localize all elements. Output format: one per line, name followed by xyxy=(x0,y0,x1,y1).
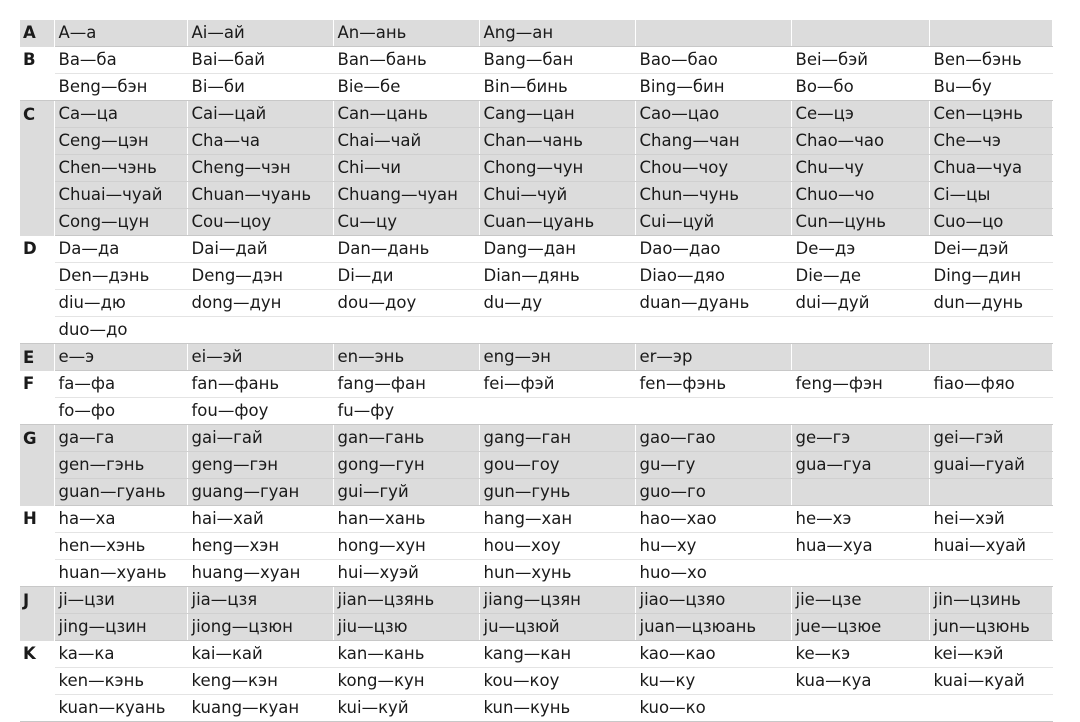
syllable-cell[interactable] xyxy=(187,317,333,344)
syllable-cell[interactable]: hou—хоу xyxy=(479,533,635,560)
syllable-cell[interactable] xyxy=(791,695,929,722)
syllable-cell[interactable]: Bin—бинь xyxy=(479,74,635,101)
syllable-cell[interactable]: Dang—дан xyxy=(479,236,635,263)
syllable-cell[interactable] xyxy=(791,479,929,506)
syllable-cell[interactable]: Dei—дэй xyxy=(929,236,1052,263)
syllable-cell[interactable]: Diao—дяо xyxy=(635,263,791,290)
syllable-cell[interactable]: fo—фо xyxy=(54,398,187,425)
syllable-cell[interactable] xyxy=(929,317,1052,344)
syllable-cell[interactable]: Bo—бо xyxy=(791,74,929,101)
syllable-cell[interactable]: jia—цзя xyxy=(187,587,333,614)
syllable-cell[interactable]: Ba—ба xyxy=(54,47,187,74)
syllable-cell[interactable]: Bang—бан xyxy=(479,47,635,74)
group-letter-cell[interactable]: F xyxy=(20,371,54,398)
syllable-cell[interactable] xyxy=(635,317,791,344)
syllable-cell[interactable]: Cuo—цо xyxy=(929,209,1052,236)
syllable-cell[interactable] xyxy=(635,20,791,47)
syllable-cell[interactable] xyxy=(791,317,929,344)
syllable-cell[interactable]: Chuan—чуань xyxy=(187,182,333,209)
syllable-cell[interactable]: huai—хуай xyxy=(929,533,1052,560)
table-row xyxy=(20,668,1052,695)
syllable-cell[interactable]: Cu—цу xyxy=(333,209,479,236)
syllable-cell[interactable]: gei—гэй xyxy=(929,425,1052,452)
syllable-cell[interactable]: hei—хэй xyxy=(929,506,1052,533)
table-row xyxy=(20,452,1052,479)
syllable-cell[interactable]: Ai—ай xyxy=(187,20,333,47)
syllable-cell[interactable]: fu—фу xyxy=(333,398,479,425)
syllable-cell[interactable]: Chan—чань xyxy=(479,128,635,155)
table-row xyxy=(20,155,1052,182)
syllable-cell[interactable]: Cha—ча xyxy=(187,128,333,155)
table-row xyxy=(20,641,1052,668)
syllable-cell[interactable]: han—хань xyxy=(333,506,479,533)
syllable-cell[interactable]: kuo—ко xyxy=(635,695,791,722)
group-letter-cell[interactable] xyxy=(20,263,54,290)
table-row xyxy=(20,587,1052,614)
syllable-cell[interactable]: Cen—цэнь xyxy=(929,101,1052,128)
group-letter-cell[interactable] xyxy=(20,695,54,722)
syllable-cell[interactable]: eng—эн xyxy=(479,344,635,371)
group-letter-cell[interactable] xyxy=(20,317,54,344)
syllable-cell[interactable]: e—э xyxy=(54,344,187,371)
syllable-cell[interactable] xyxy=(479,317,635,344)
syllable-cell[interactable]: gui—гуй xyxy=(333,479,479,506)
table-row xyxy=(20,425,1052,452)
syllable-cell[interactable]: gun—гунь xyxy=(479,479,635,506)
syllable-cell[interactable]: kou—коу xyxy=(479,668,635,695)
group-letter-cell[interactable] xyxy=(20,290,54,317)
syllable-cell[interactable]: Cui—цуй xyxy=(635,209,791,236)
syllable-cell[interactable]: Di—ди xyxy=(333,263,479,290)
syllable-cell[interactable]: fa—фа xyxy=(54,371,187,398)
table-row xyxy=(20,47,1052,74)
syllable-cell[interactable]: Dian—дянь xyxy=(479,263,635,290)
syllable-cell[interactable]: Chi—чи xyxy=(333,155,479,182)
syllable-cell[interactable]: kai—кай xyxy=(187,641,333,668)
syllable-cell[interactable]: Cun—цунь xyxy=(791,209,929,236)
syllable-cell[interactable]: kao—као xyxy=(635,641,791,668)
syllable-cell[interactable]: duo—до xyxy=(54,317,187,344)
syllable-cell[interactable]: ke—кэ xyxy=(791,641,929,668)
syllable-cell[interactable]: Chuang—чуан xyxy=(333,182,479,209)
syllable-cell[interactable]: keng—кэн xyxy=(187,668,333,695)
group-letter-cell[interactable] xyxy=(20,209,54,236)
group-letter-cell[interactable] xyxy=(20,128,54,155)
group-letter-cell[interactable] xyxy=(20,560,54,587)
syllable-cell[interactable]: Cuan—цуань xyxy=(479,209,635,236)
syllable-cell[interactable]: er—эр xyxy=(635,344,791,371)
syllable-cell[interactable]: kuang—куан xyxy=(187,695,333,722)
table-row xyxy=(20,371,1052,398)
group-letter-cell[interactable]: D xyxy=(20,236,54,263)
syllable-cell[interactable]: Den—дэнь xyxy=(54,263,187,290)
syllable-cell[interactable]: ei—эй xyxy=(187,344,333,371)
syllable-cell[interactable]: jie—цзе xyxy=(791,587,929,614)
syllable-cell[interactable]: hong—хун xyxy=(333,533,479,560)
syllable-cell[interactable]: Che—чэ xyxy=(929,128,1052,155)
syllable-cell[interactable]: guang—гуан xyxy=(187,479,333,506)
syllable-cell[interactable]: kuai—куай xyxy=(929,668,1052,695)
syllable-cell[interactable]: Chou—чоу xyxy=(635,155,791,182)
table-row xyxy=(20,317,1052,344)
syllable-cell[interactable]: Can—цань xyxy=(333,101,479,128)
syllable-cell[interactable]: diu—дю xyxy=(54,290,187,317)
syllable-cell[interactable]: Cai—цай xyxy=(187,101,333,128)
syllable-cell[interactable]: Chang—чан xyxy=(635,128,791,155)
syllable-cell[interactable]: Beng—бэн xyxy=(54,74,187,101)
syllable-cell[interactable] xyxy=(929,479,1052,506)
syllable-cell[interactable]: ga—га xyxy=(54,425,187,452)
syllable-cell[interactable]: Cang—цан xyxy=(479,101,635,128)
syllable-cell[interactable]: Chu—чу xyxy=(791,155,929,182)
syllable-cell[interactable]: Deng—дэн xyxy=(187,263,333,290)
syllable-cell[interactable]: Chong—чун xyxy=(479,155,635,182)
syllable-cell[interactable]: guai—гуай xyxy=(929,452,1052,479)
syllable-cell[interactable]: hun—хунь xyxy=(479,560,635,587)
syllable-cell[interactable]: ju—цзюй xyxy=(479,614,635,641)
syllable-cell[interactable]: jiu—цзю xyxy=(333,614,479,641)
syllable-cell[interactable]: Ang—ан xyxy=(479,20,635,47)
group-letter-cell[interactable]: G xyxy=(20,425,54,452)
syllable-cell[interactable]: kei—кэй xyxy=(929,641,1052,668)
syllable-cell[interactable] xyxy=(791,560,929,587)
syllable-cell[interactable]: hai—хай xyxy=(187,506,333,533)
syllable-cell[interactable]: Ce—цэ xyxy=(791,101,929,128)
group-letter-cell[interactable]: H xyxy=(20,506,54,533)
syllable-cell[interactable]: gai—гай xyxy=(187,425,333,452)
syllable-cell[interactable]: en—энь xyxy=(333,344,479,371)
syllable-cell[interactable]: hang—хан xyxy=(479,506,635,533)
syllable-cell[interactable]: fen—фэнь xyxy=(635,371,791,398)
syllable-cell[interactable]: kong—кун xyxy=(333,668,479,695)
syllable-cell[interactable]: kun—кунь xyxy=(479,695,635,722)
syllable-cell[interactable]: juan—цзюань xyxy=(635,614,791,641)
syllable-cell[interactable] xyxy=(791,20,929,47)
syllable-cell[interactable]: jue—цзюе xyxy=(791,614,929,641)
syllable-cell[interactable]: fou—фоу xyxy=(187,398,333,425)
syllable-cell[interactable]: fiao—фяо xyxy=(929,371,1052,398)
group-letter-cell[interactable]: J xyxy=(20,587,54,614)
table-row xyxy=(20,695,1052,722)
syllable-cell[interactable]: kua—куа xyxy=(791,668,929,695)
spreadsheet-sheet xyxy=(20,20,1052,722)
group-letter-cell[interactable]: A xyxy=(20,20,54,47)
syllable-cell[interactable] xyxy=(333,317,479,344)
syllable-cell[interactable]: Ben—бэнь xyxy=(929,47,1052,74)
syllable-cell[interactable] xyxy=(929,560,1052,587)
syllable-cell[interactable]: jiong—цзюн xyxy=(187,614,333,641)
syllable-cell[interactable]: hen—хэнь xyxy=(54,533,187,560)
syllable-cell[interactable]: hua—хуа xyxy=(791,533,929,560)
syllable-cell[interactable]: Ca—ца xyxy=(54,101,187,128)
syllable-cell[interactable]: kuan—куань xyxy=(54,695,187,722)
syllable-cell[interactable]: gen—гэнь xyxy=(54,452,187,479)
syllable-cell[interactable]: Die—де xyxy=(791,263,929,290)
group-letter-cell[interactable] xyxy=(20,479,54,506)
syllable-cell[interactable]: gou—гоу xyxy=(479,452,635,479)
group-letter-cell[interactable]: E xyxy=(20,344,54,371)
group-letter-cell[interactable]: C xyxy=(20,101,54,128)
syllable-cell[interactable]: Chen—чэнь xyxy=(54,155,187,182)
syllable-cell[interactable]: ku—ку xyxy=(635,668,791,695)
syllable-cell[interactable]: Bei—бэй xyxy=(791,47,929,74)
table-row xyxy=(20,263,1052,290)
syllable-cell[interactable]: Bu—бу xyxy=(929,74,1052,101)
syllable-cell[interactable]: hu—ху xyxy=(635,533,791,560)
syllable-cell[interactable] xyxy=(791,344,929,371)
syllable-cell[interactable]: fei—фэй xyxy=(479,371,635,398)
syllable-cell[interactable]: ka—ка xyxy=(54,641,187,668)
syllable-cell[interactable]: guo—го xyxy=(635,479,791,506)
syllable-cell[interactable]: Chua—чуа xyxy=(929,155,1052,182)
syllable-cell[interactable] xyxy=(929,398,1052,425)
syllable-cell[interactable]: Chai—чай xyxy=(333,128,479,155)
syllable-cell[interactable] xyxy=(929,695,1052,722)
syllable-cell[interactable]: fan—фань xyxy=(187,371,333,398)
syllable-cell[interactable]: ji—цзи xyxy=(54,587,187,614)
syllable-cell[interactable]: ken—кэнь xyxy=(54,668,187,695)
group-letter-cell[interactable]: K xyxy=(20,641,54,668)
syllable-cell[interactable]: du—ду xyxy=(479,290,635,317)
syllable-cell[interactable]: gao—гао xyxy=(635,425,791,452)
syllable-cell[interactable]: Dan—дань xyxy=(333,236,479,263)
syllable-cell[interactable]: Dao—дао xyxy=(635,236,791,263)
syllable-cell[interactable]: huo—хо xyxy=(635,560,791,587)
syllable-cell[interactable]: gong—гун xyxy=(333,452,479,479)
syllable-cell[interactable] xyxy=(635,398,791,425)
syllable-cell[interactable]: feng—фэн xyxy=(791,371,929,398)
syllable-cell[interactable]: Bi—би xyxy=(187,74,333,101)
table-row xyxy=(20,506,1052,533)
syllable-cell[interactable]: gang—ган xyxy=(479,425,635,452)
syllable-cell[interactable]: dui—дуй xyxy=(791,290,929,317)
table-row xyxy=(20,614,1052,641)
syllable-cell[interactable]: Ding—дин xyxy=(929,263,1052,290)
syllable-cell[interactable]: Dai—дай xyxy=(187,236,333,263)
syllable-cell[interactable]: Ceng—цэн xyxy=(54,128,187,155)
syllable-cell[interactable] xyxy=(929,344,1052,371)
syllable-cell[interactable]: Chuai—чуай xyxy=(54,182,187,209)
syllable-cell[interactable]: Cao—цао xyxy=(635,101,791,128)
syllable-cell[interactable]: huan—хуань xyxy=(54,560,187,587)
syllable-cell[interactable]: ha—ха xyxy=(54,506,187,533)
syllable-cell[interactable]: jian—цзянь xyxy=(333,587,479,614)
table-row xyxy=(20,128,1052,155)
syllable-cell[interactable]: An—ань xyxy=(333,20,479,47)
table-row xyxy=(20,209,1052,236)
syllable-cell[interactable]: jing—цзин xyxy=(54,614,187,641)
table-body xyxy=(20,20,1052,722)
syllable-cell[interactable]: kui—куй xyxy=(333,695,479,722)
syllable-cell[interactable]: Chun—чунь xyxy=(635,182,791,209)
syllable-cell[interactable]: Cong—цун xyxy=(54,209,187,236)
table-row xyxy=(20,533,1052,560)
table-row xyxy=(20,290,1052,317)
syllable-cell[interactable]: duan—дуань xyxy=(635,290,791,317)
group-letter-cell[interactable] xyxy=(20,614,54,641)
syllable-cell[interactable]: A—a xyxy=(54,20,187,47)
table-row xyxy=(20,398,1052,425)
table-row xyxy=(20,101,1052,128)
syllable-cell[interactable]: De—дэ xyxy=(791,236,929,263)
group-letter-cell[interactable] xyxy=(20,74,54,101)
syllable-cell[interactable]: gan—гань xyxy=(333,425,479,452)
group-letter-cell[interactable] xyxy=(20,668,54,695)
syllable-cell[interactable]: Ci—цы xyxy=(929,182,1052,209)
table-row xyxy=(20,344,1052,371)
syllable-cell[interactable]: Cou—цоу xyxy=(187,209,333,236)
syllable-cell[interactable]: dong—дун xyxy=(187,290,333,317)
syllable-cell[interactable]: huang—хуан xyxy=(187,560,333,587)
syllable-cell[interactable]: gua—гуа xyxy=(791,452,929,479)
syllable-cell[interactable]: dou—доу xyxy=(333,290,479,317)
syllable-cell[interactable]: geng—гэн xyxy=(187,452,333,479)
table-row xyxy=(20,74,1052,101)
syllable-cell[interactable]: jin—цзинь xyxy=(929,587,1052,614)
group-letter-cell[interactable] xyxy=(20,452,54,479)
syllable-cell[interactable]: kang—кан xyxy=(479,641,635,668)
table-row xyxy=(20,182,1052,209)
syllable-cell[interactable]: Bao—бао xyxy=(635,47,791,74)
group-letter-cell[interactable] xyxy=(20,533,54,560)
syllable-cell[interactable]: heng—хэн xyxy=(187,533,333,560)
syllable-cell[interactable]: guan—гуань xyxy=(54,479,187,506)
syllable-cell[interactable]: Chuo—чо xyxy=(791,182,929,209)
syllable-cell[interactable]: Chui—чуй xyxy=(479,182,635,209)
syllable-cell[interactable]: Bai—бай xyxy=(187,47,333,74)
table-row xyxy=(20,479,1052,506)
syllable-cell[interactable]: jiao—цзяо xyxy=(635,587,791,614)
syllable-cell[interactable]: Cheng—чэн xyxy=(187,155,333,182)
syllable-cell[interactable]: Da—да xyxy=(54,236,187,263)
syllable-cell[interactable]: kan—кань xyxy=(333,641,479,668)
syllable-cell[interactable]: jiang—цзян xyxy=(479,587,635,614)
table-row xyxy=(20,560,1052,587)
group-letter-cell[interactable] xyxy=(20,398,54,425)
syllable-cell[interactable]: hao—хао xyxy=(635,506,791,533)
syllable-cell[interactable]: Bing—бин xyxy=(635,74,791,101)
group-letter-cell[interactable] xyxy=(20,182,54,209)
syllable-cell[interactable]: ge—гэ xyxy=(791,425,929,452)
syllable-cell[interactable]: Ban—бань xyxy=(333,47,479,74)
pinyin-cyrillic-table xyxy=(20,20,1053,722)
table-row xyxy=(20,20,1052,47)
syllable-cell[interactable]: Chao—чао xyxy=(791,128,929,155)
syllable-cell[interactable] xyxy=(929,20,1052,47)
group-letter-cell[interactable] xyxy=(20,155,54,182)
syllable-cell[interactable]: jun—цзюнь xyxy=(929,614,1052,641)
table-row xyxy=(20,236,1052,263)
syllable-cell[interactable]: dun—дунь xyxy=(929,290,1052,317)
syllable-cell[interactable] xyxy=(479,398,635,425)
syllable-cell[interactable]: gu—гу xyxy=(635,452,791,479)
syllable-cell[interactable]: he—хэ xyxy=(791,506,929,533)
syllable-cell[interactable]: fang—фан xyxy=(333,371,479,398)
group-letter-cell[interactable]: B xyxy=(20,47,54,74)
syllable-cell[interactable]: Bie—бе xyxy=(333,74,479,101)
syllable-cell[interactable] xyxy=(791,398,929,425)
syllable-cell[interactable]: hui—хуэй xyxy=(333,560,479,587)
